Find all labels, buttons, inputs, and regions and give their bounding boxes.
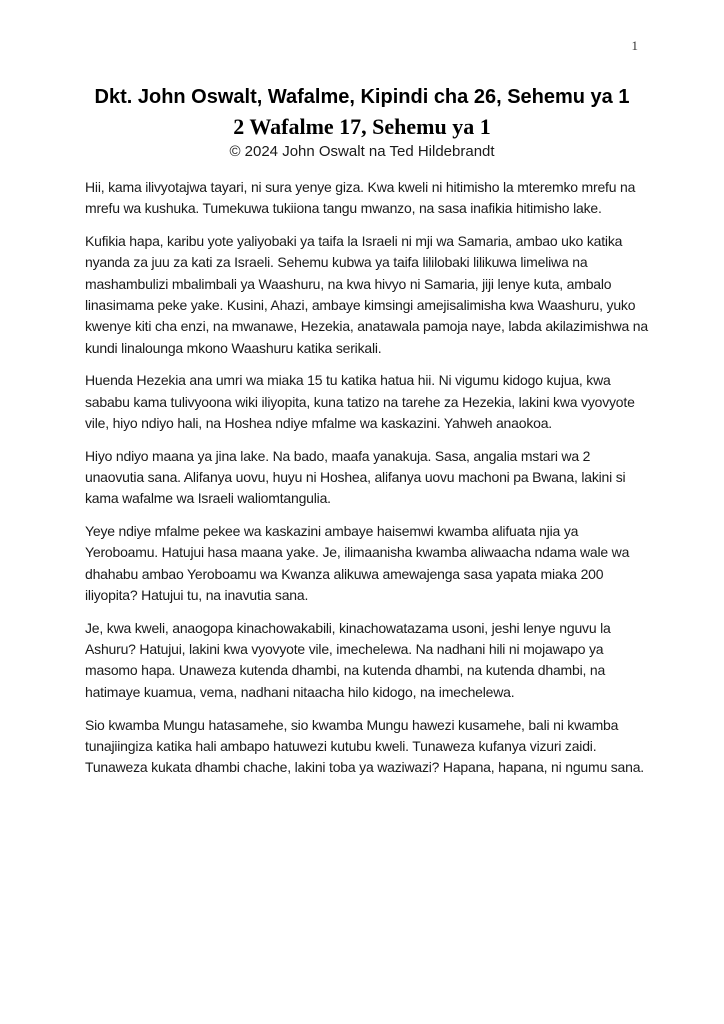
document-subtitle: 2 Wafalme 17, Sehemu ya 1: [233, 114, 491, 139]
paragraph: Yeye ndiye mfalme pekee wa kaskazini ambaye haisemwi kwamba alifuata njia ya Yeroboamu. Hatujui hasa maana yake. Je, ilimaanisha kwamba aliwaacha ndama wale wa dhahabu ambao Yeroboamu wa Kwanza alikuwa amewajenga sasa yapata miaka 200 iliyopita? Hatujui tu, na inavutia sana.: [85, 523, 630, 604]
document-title: Dkt. John Oswalt, Wafalme, Kipindi cha 26, Sehemu ya 1: [94, 86, 630, 108]
paragraph: Huenda Hezekia ana umri wa miaka 15 tu katika hatua hii. Ni vigumu kidogo kujua, kwa sababu kama tulivyoona wiki iliyopita, kuna tatizo na tarehe za Hezekia, lakini kwa vyovyote vile, hiyo ndiyo hali, na Hoshea ndiye mfalme wa kaskazini. Yahweh anaokoa.: [85, 372, 635, 431]
paragraph: Je, kwa kweli, anaogopa kinachowakabili, kinachowatazama usoni, jeshi lenye nguvu la Ashuru? Hatujui, lakini kwa vyovyote vile, imechelewa. Na nadhani hili ni mojawapo ya masomo hapa. Unaweza kutenda dhambi, na kutenda dhambi, na kutenda dhambi, na hatimaye kuamua, vema, nadhani nitaacha hilo kidogo, na imechelewa.: [85, 619, 611, 700]
document-body: [85, 177, 650, 778]
copyright-line: © 2024 John Oswalt na Ted Hildebrandt: [229, 143, 495, 160]
paragraph: Hii, kama ilivyotajwa tayari, ni sura yenye giza. Kwa kweli ni hitimisho la mteremko mrefu na mrefu wa kushuka. Tumekuwa tukiiona tangu mwanzo, na sasa inafikia hitimisho lake.: [85, 179, 636, 217]
paragraph: Kufikia hapa, karibu yote yaliyobaki ya taifa la Israeli ni mji wa Samaria, ambao uko katika nyanda za juu za kati za Israeli. Sehemu kubwa ya taifa lililobaki lilikuwa limeliwa na mashambulizi mbalimbali ya Waashuru, na kwa hivyo ni Samaria, jiji lenye kuta, ambalo linasimama peke yake. Kusini, Ahazi, ambaye kimsingi amejisalimisha kwa Waashuru, yuko kwenye kiti cha enzi, na mwanawe, Hezekia, anatawala pamoja naye, labda akilazimishwa na kundi linalounga mkono Waashuru katika serikali.: [85, 233, 648, 356]
paragraph: Hiyo ndiyo maana ya jina lake. Na bado, maafa yanakuja. Sasa, angalia mstari wa 2 unaovutia sana. Alifanya uovu, huyu ni Hoshea, alifanya uovu machoni pa Bwana, lakini si kama wafalme wa Israeli waliomtangulia.: [85, 447, 626, 507]
document-header: [0, 0, 724, 161]
page-number: 1: [631, 38, 638, 53]
paragraph: Sio kwamba Mungu hatasamehe, sio kwamba Mungu hawezi kusamehe, bali ni kwamba tunajiingiza katika hali ambapo hatuwezi kutubu kweli. Tunaweza kufanya vizuri zaidi. Tunaweza kukata dhambi chache, lakini toba ya waziwazi? Hapana, hapana, ni ngumu sana.: [85, 716, 644, 776]
